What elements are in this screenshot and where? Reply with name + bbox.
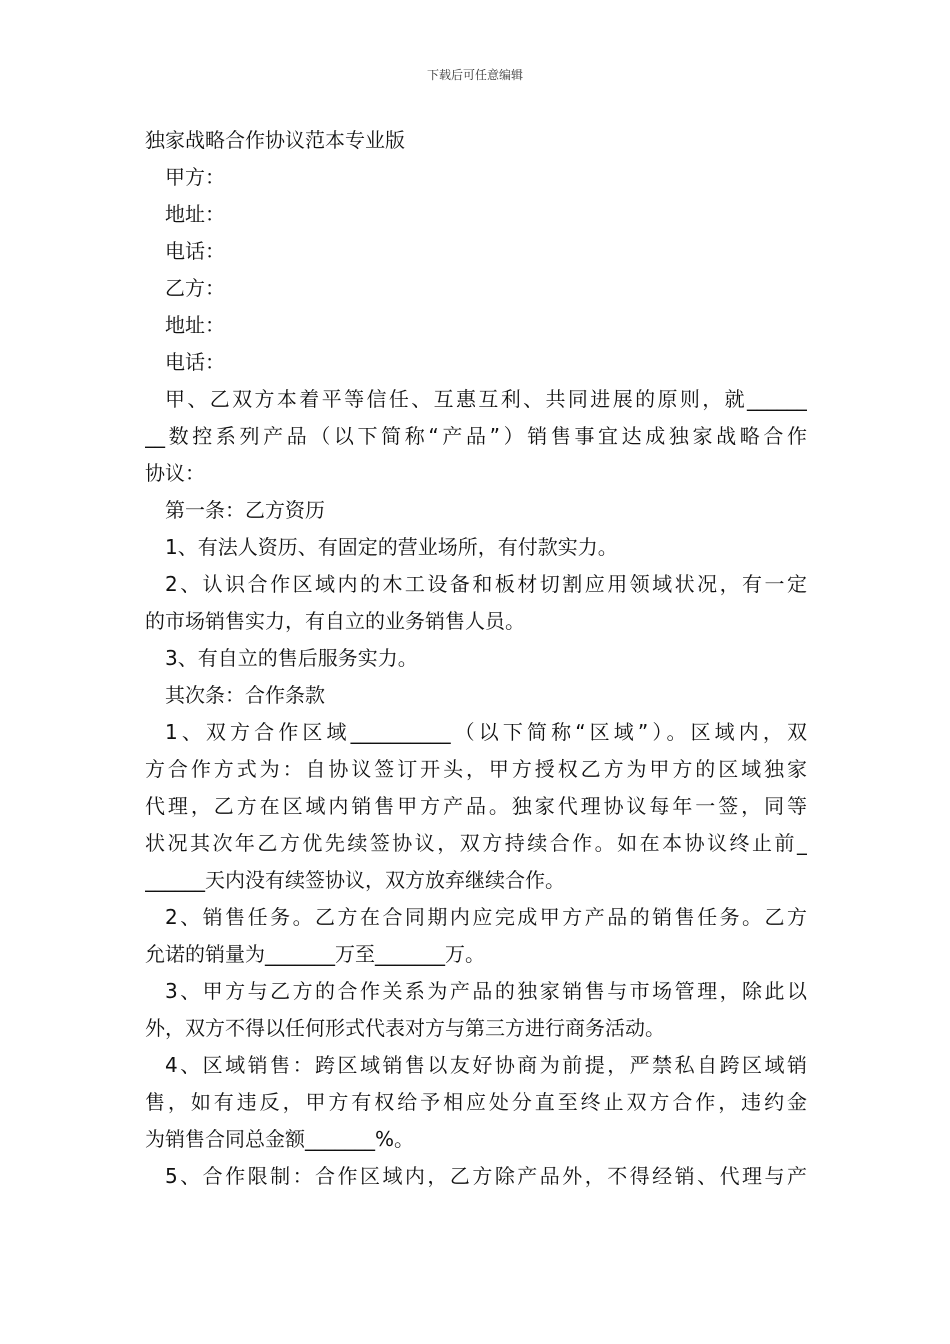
document-line: 状况其次年乙方优先续签协议，双方持续合作。如在本协议终止前_ bbox=[145, 831, 807, 855]
document-line: 协议： bbox=[145, 461, 205, 485]
document-line: 允诺的销量为_______万至_______万。 bbox=[145, 942, 485, 966]
document-line: 5、合作限制：合作区域内，乙方除产品外，不得经销、代理与产 bbox=[165, 1164, 807, 1188]
document-line: 第一条：乙方资历 bbox=[165, 498, 325, 522]
document-line: 电话： bbox=[165, 239, 225, 263]
document-line: 售，如有违反，甲方有权给予相应处分直至终止双方合作，违约金 bbox=[145, 1090, 807, 1114]
document-line: ______天内没有续签协议，双方放弃继续合作。 bbox=[145, 868, 565, 892]
document-line: 4、区域销售：跨区域销售以友好协商为前提，严禁私自跨区域销 bbox=[165, 1053, 807, 1077]
page-header: 下载后可任意编辑 bbox=[426, 68, 523, 82]
document-line: 甲方： bbox=[165, 165, 225, 189]
document-line: 其次条：合作条款 bbox=[165, 683, 325, 707]
document-line: 地址： bbox=[165, 202, 225, 226]
document-line: 电话： bbox=[165, 350, 225, 374]
document-line: 的市场销售实力，有自立的业务销售人员。 bbox=[145, 609, 525, 633]
document-line: 2、销售任务。乙方在合同期内应完成甲方产品的销售任务。乙方 bbox=[165, 905, 807, 929]
document-line: 地址： bbox=[165, 313, 225, 337]
document-line: 1、有法人资历、有固定的营业场所，有付款实力。 bbox=[165, 535, 618, 559]
document-line: 为销售合同总金额_______%。 bbox=[145, 1127, 415, 1151]
document-line: 3、有自立的售后服务实力。 bbox=[165, 646, 418, 670]
document-line: 甲、乙双方本着平等信任、互惠互利、共同进展的原则，就______ bbox=[165, 387, 807, 411]
document-line: 代理，乙方在区域内销售甲方产品。独家代理协议每年一签，同等 bbox=[145, 794, 807, 818]
document-title: 独家战略合作协议范本专业版 bbox=[145, 128, 405, 152]
document-line: 方合作方式为：自协议签订开头，甲方授权乙方为甲方的区域独家 bbox=[145, 757, 807, 781]
document-line: 外，双方不得以任何形式代表对方与第三方进行商务活动。 bbox=[145, 1016, 665, 1040]
document-body bbox=[145, 122, 807, 1195]
document-line: __数控系列产品（以下简称“产品”）销售事宜达成独家战略合作 bbox=[145, 424, 807, 448]
document-line: 2、认识合作区域内的木工设备和板材切割应用领域状况，有一定 bbox=[165, 572, 807, 596]
document-line: 3、甲方与乙方的合作关系为产品的独家销售与市场管理，除此以 bbox=[165, 979, 807, 1003]
document-line: 乙方： bbox=[165, 276, 225, 300]
document-line: 1、双方合作区域__________（以下简称“区域”）。区域内，双 bbox=[165, 720, 807, 744]
